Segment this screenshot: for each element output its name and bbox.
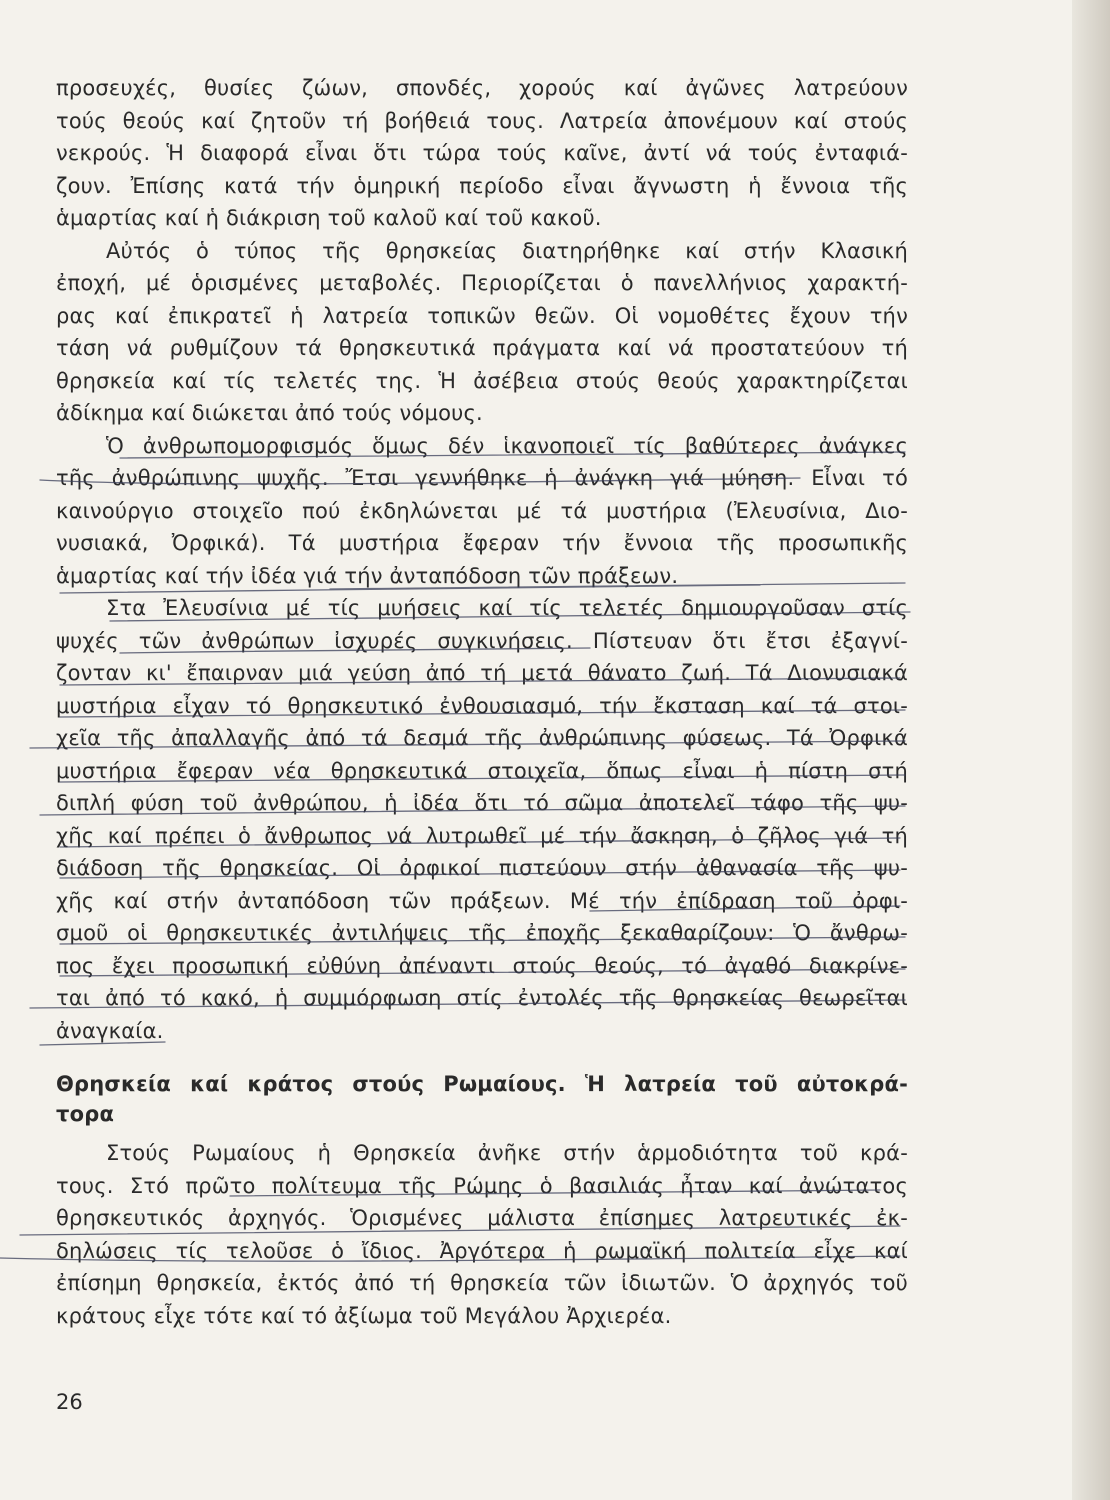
text-line: πος ἔχει προσωπική εὐθύνη ἀπέναντι στούς θεούς, τό ἀγαθό διακρίνε- [56, 953, 908, 978]
body-paragraphs [56, 72, 908, 1047]
text-line: ζονταν κι' ἔπαιρναν μιά γεύση ἀπό τή μετά θάνατο ζωή. Τά Διονυσιακά [56, 661, 908, 685]
text-line: προσευχές, θυσίες ζώων, σπονδές, χορούς καί ἀγῶνες λατρεύουν [56, 76, 908, 100]
text-line: καινούργιο στοιχεῖο πού ἐκδηλώνεται μέ τά μυστήρια (Ἐλευσίνια, Διο- [56, 498, 908, 523]
paragraph [56, 235, 908, 430]
text-line: χῆς καί πρέπει ὁ ἄνθρωπος νά λυτρωθεῖ μέ τήν ἄσκηση, ὁ ζῆλος γιά τή [56, 823, 908, 848]
text-line: νυσιακά, Ὀρφικά). Τά μυστήρια ἔφεραν τήν ἔννοια τῆς προσωπικῆς [56, 531, 908, 555]
text-line: διάδοση τῆς θρησκείας. Οἱ ὀρφικοί πιστεύουν στήν ἀθανασία τῆς ψυ- [56, 856, 908, 880]
text-line: ται ἀπό τό κακό, ἡ συμμόρφωση στίς ἐντολές τῆς θρησκείας θεωρεῖται [56, 986, 908, 1010]
text-line: σμοῦ οἱ θρησκευτικές ἀντιλήψεις τῆς ἐποχῆς ξεκαθαρίζουν: Ὁ ἄνθρω- [56, 921, 908, 945]
heading-line: Θρησκεία καί κράτος στούς Ρωμαίους. Ἡ λατρεία τοῦ αὐτοκρά- [56, 1072, 908, 1096]
text-line: ἀδίκημα καί διώκεται ἀπό τούς νόμους. [56, 401, 483, 425]
text-line: Στούς Ρωμαίους ἡ Θρησκεία ἀνῆκε στήν ἁρμοδιότητα τοῦ κρά- [106, 1141, 908, 1165]
text-line: ρας καί ἐπικρατεῖ ἡ λατρεία τοπικῶν θεῶν. Οἱ νομοθέτες ἔχουν τήν [56, 303, 908, 328]
text-line: Στα Ἐλευσίνια μέ τίς μυήσεις καί τίς τελετές δημιουργοῦσαν στίς [106, 596, 908, 620]
text-line: Αὐτός ὁ τύπος τῆς θρησκείας διατηρήθηκε καί στήν Κλασική [106, 238, 908, 263]
text-line: ψυχές τῶν ἀνθρώπων ἰσχυρές συγκινήσεις. Πίστευαν ὅτι ἔτσι ἐξαγνί- [56, 628, 908, 653]
final-paragraph [56, 1137, 908, 1332]
heading-line: τορα [56, 1102, 115, 1126]
text-line: ἐπίσημη θρησκεία, ἐκτός ἀπό τή θρησκεία τῶν ἰδιωτῶν. Ὁ ἀρχηγός τοῦ [56, 1271, 908, 1295]
main-text-block [56, 72, 908, 1332]
text-line: χῆς καί στήν ἀνταπόδοση τῶν πράξεων. Μέ τήν ἐπίδραση τοῦ ὀρφι- [56, 888, 908, 913]
text-line: νεκρούς. Ἡ διαφορά εἶναι ὅτι τώρα τούς καῖνε, ἀντί νά τούς ἐνταφιά- [56, 141, 908, 165]
text-line: θρησκεία καί τίς τελετές της. Ἡ ἀσέβεια στούς θεούς χαρακτηρίζεται [56, 368, 908, 393]
text-line: ἁμαρτίας καί ἡ διάκριση τοῦ καλοῦ καί τοῦ κακοῦ. [56, 206, 602, 230]
text-line: τάση νά ρυθμίζουν τά θρησκευτικά πράγματα καί νά προστατεύουν τή [56, 336, 908, 360]
paragraph [56, 72, 908, 235]
text-line: ἀναγκαία. [56, 1018, 164, 1043]
text-line: μυστήρια ἔφεραν νέα θρησκευτικά στοιχεῖα, ὅπως εἶναι ἡ πίστη στή [56, 758, 908, 783]
text-line: τούς θεούς καί ζητοῦν τή βοήθειά τους. Λατρεία ἀπονέμουν καί στούς [56, 108, 908, 133]
text-line: χεῖα τῆς ἀπαλλαγῆς ἀπό τά δεσμά τῆς ἀνθρώπινης φύσεως. Τά Ὀρφικά [56, 726, 908, 750]
page-number: 26 [56, 1390, 83, 1414]
text-line: μυστήρια εἶχαν τό θρησκευτικό ἐνθουσιασμό, τήν ἔκσταση καί τά στοι- [56, 693, 908, 718]
text-line: Ὁ ἀνθρωπομορφισμός ὅμως δέν ἱκανοποιεῖ τίς βαθύτερες ἀνάγκες [106, 433, 908, 458]
paragraph [56, 592, 908, 1047]
text-line: ζουν. Ἐπίσης κατά τήν ὁμηρική περίοδο εἶναι ἄγνωστη ἡ ἔννοια τῆς [56, 173, 908, 198]
paragraph [56, 430, 908, 593]
text-line: κράτους εἶχε τότε καί τό ἀξίωμα τοῦ Μεγάλου Ἀρχιερέα. [56, 1303, 672, 1328]
text-line: δηλώσεις τίς τελοῦσε ὁ ἴδιος. Ἀργότερα ἡ ρωμαϊκή πολιτεία εἶχε καί [56, 1238, 908, 1263]
text-line: θρησκευτικός ἀρχηγός. Ὁρισμένες μάλιστα ἐπίσημες λατρευτικές ἐκ- [56, 1206, 908, 1230]
text-line: τους. Στό πρῶτο πολίτευμα τῆς Ρώμης ὁ βασιλιάς ἦταν καί ἀνώτατος [56, 1173, 908, 1198]
section-heading [56, 1069, 908, 1129]
text-line: ἁμαρτίας καί τήν ἰδέα γιά τήν ἀνταπόδοση τῶν πράξεων. [56, 563, 679, 588]
text-line: τῆς ἀνθρώπινης ψυχῆς. Ἔτσι γεννήθηκε ἡ ἀνάγκη γιά μύηση. Εἶναι τό [56, 466, 908, 490]
text-line: διπλή φύση τοῦ ἀνθρώπου, ἡ ἰδέα ὅτι τό σῶμα ἀποτελεῖ τάφο τῆς ψυ- [56, 791, 908, 815]
text-line: ἐποχή, μέ ὁρισμένες μεταβολές. Περιορίζεται ὁ πανελλήνιος χαρακτή- [56, 271, 908, 295]
page-edge-shadow [1072, 0, 1110, 1500]
